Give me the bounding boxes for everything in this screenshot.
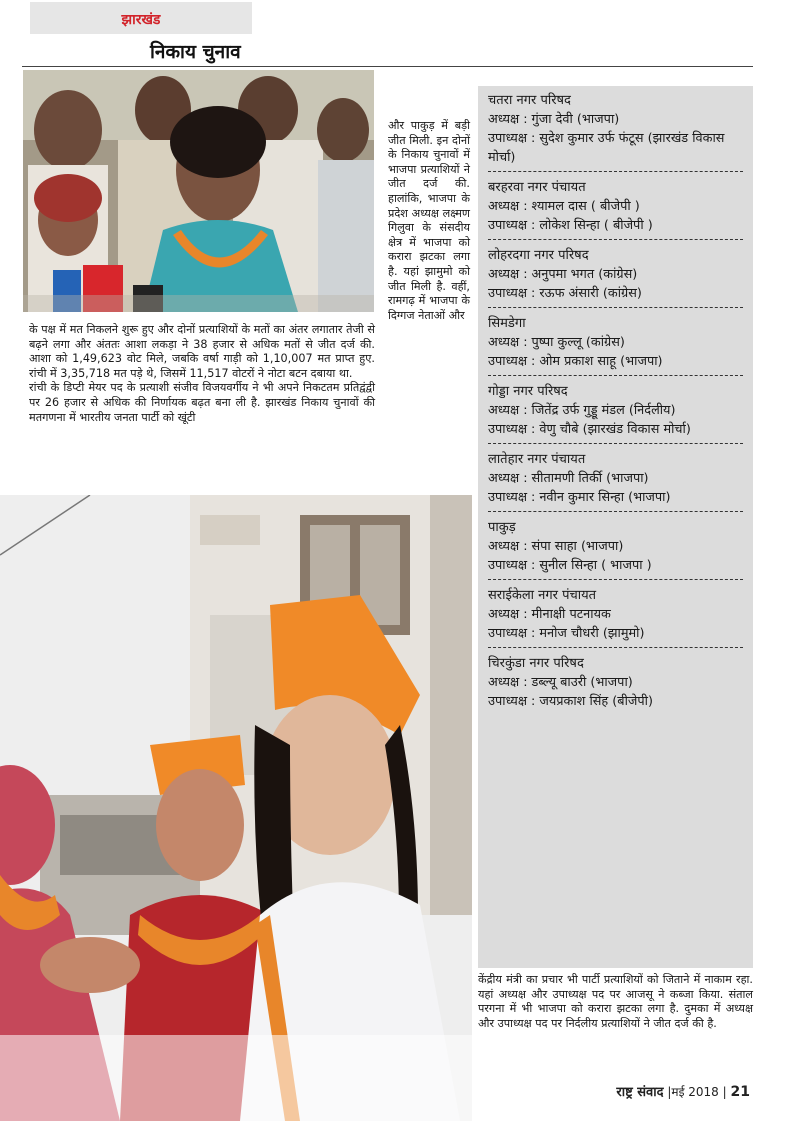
vice-label: उपाध्यक्ष — [488, 490, 528, 505]
president-name: डब्ल्यू बाउरी (भाजपा) — [531, 675, 633, 690]
president-name: पुष्पा कुल्लू (कांग्रेस) — [531, 335, 625, 350]
magazine-name: राष्ट्र संवाद — [616, 1085, 664, 1100]
result-entry-title: चिरकुंडा नगर परिषद — [488, 656, 584, 671]
result-entry — [478, 654, 753, 711]
result-entry — [478, 91, 753, 167]
page-footer — [560, 1080, 750, 1104]
body-paragraph-2: रांची के डिप्टी मेयर पद के प्रत्याशी संजीव विजयवर्गीय ने भी अपने निकटतम प्रतिद्वंद्वी पर 26 हजार से अधिक की निर्णायक बढ़त बना ली है. झारखंड निकाय चुनावों की मतगणना में भारतीय जनता पार्टी को खूंटी — [29, 381, 375, 424]
result-entry — [478, 382, 753, 439]
vice-label: उपाध्यक्ष — [488, 286, 528, 301]
vice-president-line — [488, 420, 745, 439]
president-name: श्यामल दास ( बीजेपी ) — [531, 199, 640, 214]
footer-separator-1: | — [667, 1085, 672, 1099]
label-colon: : — [531, 422, 536, 437]
president-name: मीनाक्षी पटनायक — [531, 607, 611, 622]
bottom-paragraph: केंद्रीय मंत्री का प्रचार भी पार्टी प्रत्याशियों को जिताने में नाकाम रहा. यहां अध्यक्ष और उपाध्यक्ष पद पर आजसू ने कब्जा किया. संताल परगना में भी भाजपा को करारा झटका लगा है. दुमका में अध्यक्ष और उपाध्यक्ष पद पर निर्दलीय प्रत्याशियों ने जीत दर्ज की है. — [478, 973, 753, 1030]
dashed-divider — [488, 307, 743, 308]
president-label: अध्यक्ष — [488, 539, 520, 554]
label-colon: : — [523, 471, 528, 486]
president-label: अध्यक्ष — [488, 199, 520, 214]
label-colon: : — [523, 335, 528, 350]
vice-president-line — [488, 624, 745, 643]
result-entry-title: बरहरवा नगर पंचायत — [488, 180, 586, 195]
label-colon: : — [523, 675, 528, 690]
result-entry — [478, 178, 753, 235]
section-tag: झारखंड — [30, 2, 252, 34]
result-entry-title: लातेहार नगर पंचायत — [488, 452, 586, 467]
vice-name: सुदेश कुमार उर्फ फंटूस (झारखंड विकास मोर्चा) — [488, 131, 725, 165]
result-entry-title: चतरा नगर परिषद — [488, 93, 571, 108]
dashed-divider — [488, 443, 743, 444]
vice-label: उपाध्यक्ष — [488, 354, 528, 369]
dashed-divider — [488, 171, 743, 172]
label-colon: : — [531, 286, 536, 301]
results-box — [478, 86, 753, 968]
vice-president-line — [488, 284, 745, 303]
header-rule — [22, 66, 753, 67]
president-label: अध्यक्ष — [488, 403, 520, 418]
vice-name: सुनील सिन्हा ( भाजपा ) — [539, 558, 652, 573]
photo-supporters-graphic — [0, 495, 472, 1121]
body-text-left — [29, 323, 375, 425]
president-label: अध्यक्ष — [488, 335, 520, 350]
result-entry-title: गोड्डा नगर परिषद — [488, 384, 568, 399]
result-entry — [478, 518, 753, 575]
president-line — [488, 605, 745, 624]
label-colon: : — [531, 558, 536, 573]
president-line — [488, 673, 745, 692]
label-colon: : — [523, 267, 528, 282]
vice-name: लोकेश सिन्हा ( बीजेपी ) — [539, 218, 653, 233]
vice-president-line — [488, 352, 745, 371]
vice-president-line — [488, 556, 745, 575]
page-title: निकाय चुनाव — [150, 41, 241, 63]
dashed-divider — [488, 647, 743, 648]
result-entry-title: सराईकेला नगर पंचायत — [488, 588, 597, 603]
vice-label: उपाध्यक्ष — [488, 626, 528, 641]
result-entry — [478, 314, 753, 371]
result-entry — [478, 246, 753, 303]
label-colon: : — [523, 539, 528, 554]
vice-label: उपाध्यक्ष — [488, 131, 528, 146]
photo-candidate-press-graphic — [23, 70, 374, 312]
label-colon: : — [531, 131, 536, 146]
body-paragraph-1: के पक्ष में मत निकलने शुरू हुए और दोनों प्रत्याशियों के मतों का अंतर लगातार तेजी से बढ़ने लगा और अंततः आशा लकड़ा ने 38 हजार से अधिक मतों से जीत दर्ज की. आशा को 1,49,623 वोट मिले, जबकि वर्षा गाड़ी को 1,10,007 मत प्राप्त हुए. रांची में 3,35,718 मत पड़े थे, जिसमें 11,517 वोटरों ने नोटा बटन दबाया था. — [29, 323, 375, 380]
vice-name: रऊफ अंसारी (कांग्रेस) — [539, 286, 642, 301]
vice-president-line — [488, 129, 745, 167]
vice-label: उपाध्यक्ष — [488, 694, 528, 709]
footer-separator-2: | — [722, 1085, 727, 1099]
vice-name: मनोज चौधरी (झामुमो) — [539, 626, 645, 641]
label-colon: : — [523, 607, 528, 622]
dashed-divider — [488, 239, 743, 240]
label-colon: : — [531, 626, 536, 641]
label-colon: : — [531, 694, 536, 709]
results-list — [478, 91, 753, 711]
president-label: अध्यक्ष — [488, 607, 520, 622]
dashed-divider — [488, 511, 743, 512]
president-name: जितेंद्र उर्फ गुड्डू मंडल (निर्दलीय) — [531, 403, 676, 418]
result-entry-title: पाकुड़ — [488, 520, 516, 535]
president-name: सीतामणी तिर्की (भाजपा) — [531, 471, 649, 486]
vice-name: नवीन कुमार सिन्हा (भाजपा) — [539, 490, 671, 505]
result-entry — [478, 450, 753, 507]
page-number: 21 — [730, 1084, 750, 1100]
president-line — [488, 537, 745, 556]
president-label: अध्यक्ष — [488, 675, 520, 690]
president-name: संपा साहा (भाजपा) — [531, 539, 624, 554]
president-line — [488, 401, 745, 420]
president-line — [488, 469, 745, 488]
dashed-divider — [488, 579, 743, 580]
label-colon: : — [523, 199, 528, 214]
president-line — [488, 265, 745, 284]
president-name: अनुपमा भगत (कांग्रेस) — [531, 267, 638, 282]
result-entry-title: सिमडेगा — [488, 316, 526, 331]
label-colon: : — [523, 403, 528, 418]
photo-supporters-saffron-caps — [0, 495, 472, 1121]
body-text-bottom — [478, 973, 753, 1031]
president-name: गुंजा देवी (भाजपा) — [531, 112, 620, 127]
vice-president-line — [488, 216, 745, 235]
photo-candidate-press — [23, 70, 374, 312]
dashed-divider — [488, 375, 743, 376]
vice-name: वेणु चौबे (झारखंड विकास मोर्चा) — [539, 422, 691, 437]
vice-label: उपाध्यक्ष — [488, 422, 528, 437]
label-colon: : — [531, 218, 536, 233]
vice-name: ओम प्रकाश साहू (भाजपा) — [539, 354, 663, 369]
narrow-column-text: और पाकुड़ में बड़ी जीत मिली. इन दोनों के निकाय चुनावों में भाजपा प्रत्याशियों ने जीत दर्ज की. हालांकि, भाजपा के प्रदेश अध्यक्ष लक्ष्मण गिलुवा के संसदीय क्षेत्र में भाजपा को करारा झटका लगा है. यहां झामुमो को जीत मिली है. वहीं, रामगढ़ में भाजपा के दिग्गज नेताओं और — [388, 119, 470, 322]
label-colon: : — [523, 112, 528, 127]
vice-label: उपाध्यक्ष — [488, 558, 528, 573]
president-label: अध्यक्ष — [488, 112, 520, 127]
president-label: अध्यक्ष — [488, 267, 520, 282]
label-colon: : — [531, 490, 536, 505]
vice-president-line — [488, 488, 745, 507]
vice-label: उपाध्यक्ष — [488, 218, 528, 233]
result-entry — [478, 586, 753, 643]
result-entry-title: लोहरदगा नगर परिषद — [488, 248, 589, 263]
label-colon: : — [531, 354, 536, 369]
president-line — [488, 333, 745, 352]
vice-name: जयप्रकाश सिंह (बीजेपी) — [539, 694, 653, 709]
vice-president-line — [488, 692, 745, 711]
president-line — [488, 110, 745, 129]
narrow-text-column — [388, 119, 470, 323]
issue-date: मई 2018 — [671, 1085, 719, 1099]
president-line — [488, 197, 745, 216]
president-label: अध्यक्ष — [488, 471, 520, 486]
